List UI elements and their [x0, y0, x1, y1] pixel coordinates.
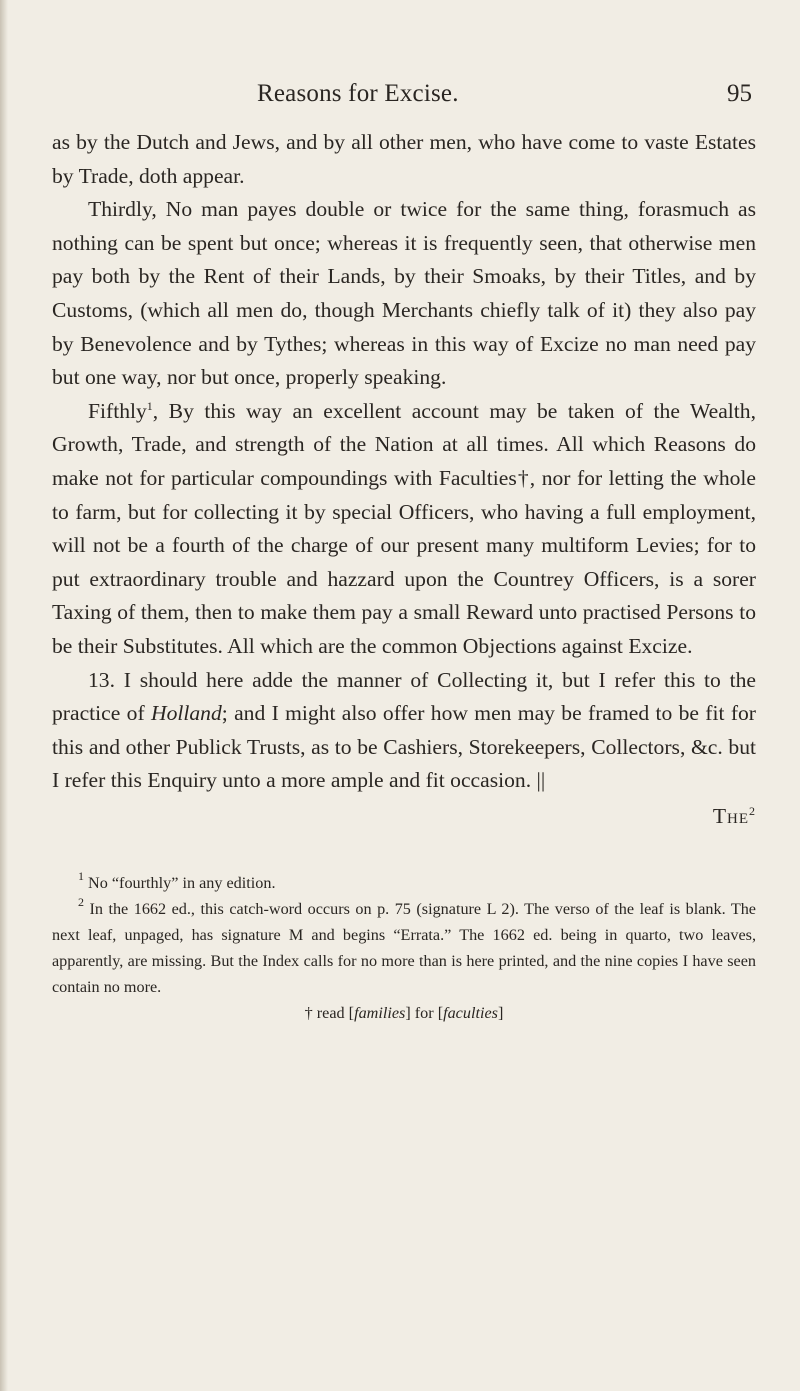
binding-shadow [0, 0, 8, 1391]
paragraph-3-text-a: , By this way an excellent account may be taken of the Wealth, Growth, Trade, and strength of the Nation at all times. All which Reasons do make not for particular compoundings with Faculties [52, 398, 756, 490]
paragraph-4-text-a: 13. I should here adde the manner of Collecting it, but I refer this to the practice of [52, 667, 756, 726]
paragraph-3-lead: Fifthly [88, 398, 147, 423]
paragraph-4 [52, 664, 756, 798]
footnotes [52, 870, 756, 1026]
footnote-ref-2: 2 [749, 803, 756, 818]
paragraph-4-text-b: ; and I might also offer how men may be framed to be fit for this and other Publick Trusts, as to be Cashiers, Storekeepers, Collectors, &c. but I refer this Enquiry unto a more ample and fit occasion. || [52, 701, 756, 793]
paragraph-2: Thirdly, No man payes double or twice for the same thing, forasmuch as nothing can be spent but once; whereas it is frequently seen, that otherwise men pay both by the Rent of their Lands, by their Smoaks, by their Titles, and by Customs, (which all men do, though Merchants chiefly talk of it) they also pay by Benevolence and by Tythes; whereas in this way of Excize no man need pay but one way, nor but once, properly speaking. [52, 197, 756, 390]
catchword-text: The [712, 803, 749, 828]
paragraph-3-text-b: , nor for letting the whole to farm, but for collecting it by special Officers, who having a full employment, will not be a fourth of the charge of our present many multiform Levies; for to put extraordinary trouble and hazzard upon the Countrey Officers, is a sorer Taxing of them, then to make them pay a small Reward unto practised Persons to be their Substitutes. All which are the common Objections against Excize. [52, 465, 756, 658]
footnote-3-italic-1: families [354, 1004, 406, 1022]
footnote-3-text-a: † read [ [304, 1004, 355, 1022]
running-title: Reasons for Excise. [257, 80, 459, 107]
footnote-1 [52, 870, 756, 896]
paragraph-3 [52, 395, 756, 664]
footnote-3-italic-2: faculties [443, 1004, 498, 1022]
footnote-3-text-b: ] for [ [405, 1004, 444, 1022]
paragraph-1: as by the Dutch and Jews, and by all other men, who have come to vaste Estates by Trade, doth appear. [52, 130, 756, 188]
running-head [52, 80, 752, 114]
footnote-3-text-c: ] [497, 1004, 504, 1022]
footnote-3 [52, 1000, 756, 1026]
footnote-ref-1: 1 [146, 398, 153, 413]
footnote-2-text: In the 1662 ed., this catch-word occurs on p. 75 (signature L 2). The verso of the leaf is blank. The next leaf, unpaged, has signature M and begins “Errata.” The 1662 ed. being in quarto, two leaves, apparently, are missing. But the Index calls for no more than is here printed, and the nine copies I have seen contain no more. [52, 900, 756, 996]
dagger-mark: † [516, 465, 530, 490]
footnote-2 [52, 896, 756, 1000]
footnote-2-mark: 2 [78, 895, 84, 909]
catchword [52, 800, 756, 834]
footnote-1-mark: 1 [78, 869, 84, 883]
page-number: 95 [727, 80, 752, 107]
footnote-1-text: No “fourthly” in any edition. [84, 874, 276, 892]
paragraph-4-italic: Holland [150, 701, 222, 726]
body-text [52, 126, 756, 833]
